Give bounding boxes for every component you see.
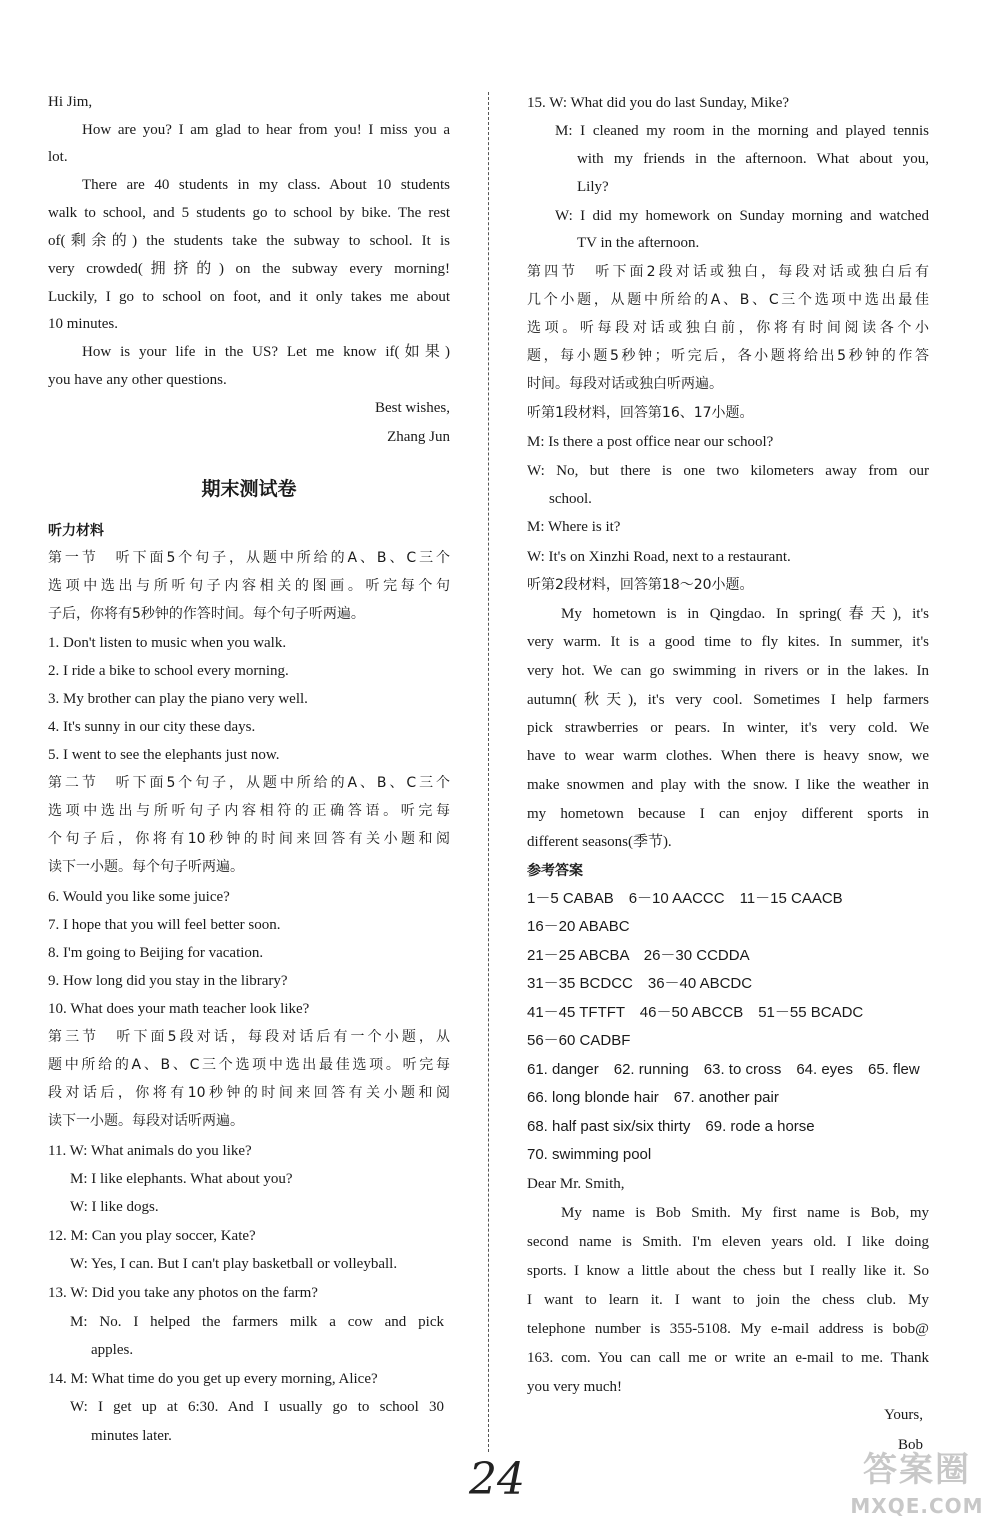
dialogue-line: W: I like dogs. <box>70 1199 159 1215</box>
exam-title: 期末测试卷 <box>201 478 297 500</box>
dialogue-line: apples. <box>91 1342 134 1358</box>
dialogue-line: 14. M: What time do you get up every morning, Alice? <box>48 1371 378 1387</box>
part2-label: 听第2段材料，回答第18～20小题。 <box>527 577 754 593</box>
letter1-greeting: Hi Jim, <box>48 94 93 110</box>
answer-line: 31－35 BCDCC 36－40 ABCDC <box>527 975 753 992</box>
answer-line: 66. long blonde hair 67. another pair <box>527 1089 779 1106</box>
section1-item: 5. I went to see the elephants just now. <box>48 747 280 763</box>
section2-item: 7. I hope that you will feel better soon. <box>48 917 281 933</box>
dialogue-line: minutes later. <box>91 1428 172 1444</box>
section1-instruction: 第一节 听下面5个句子，从题中所给的A、B、C三个 <box>48 550 450 566</box>
listening-header: 听力材料 <box>48 523 104 539</box>
monologue-line: very hot. We can go swimming in rivers or in the lakes. In <box>527 663 929 679</box>
section2-instruction: 选项中选出与所听句子内容相符的正确答语。听完每 <box>48 803 450 819</box>
dialogue-line: 13. W: Did you take any photos on the farm? <box>48 1285 318 1301</box>
monologue-line: my hometown because I can enjoy different sports in <box>527 806 929 822</box>
dialogue-line: school. <box>549 491 592 507</box>
section4-instruction: 选项。听每段对话或独白前，你将有时间阅读各个小 <box>527 320 929 336</box>
watermark-top: 答案圈 <box>863 1450 971 1490</box>
dialogue-line: W: Yes, I can. But I can't play basketball or volleyball. <box>70 1256 398 1272</box>
letter2-line: sports. I know a little about the chess but I really like it. So <box>527 1263 929 1279</box>
letter2-line: 163. com. You can call me or write an e-mail to me. Thank <box>527 1350 929 1366</box>
section1-item: 2. I ride a bike to school every morning. <box>48 663 289 679</box>
section2-item: 10. What does your math teacher look like? <box>48 1001 310 1017</box>
answer-line: 21－25 ABCBA 26－30 CCDDA <box>527 947 750 964</box>
answer-line: 41－45 TFTFT 46－50 ABCCB 51－55 BCADC <box>527 1004 864 1021</box>
dialogue-line: M: Where is it? <box>527 519 621 535</box>
dialogue-line: M: I cleaned my room in the morning and played tennis <box>555 123 929 139</box>
dialogue-line: 12. M: Can you play soccer, Kate? <box>48 1228 256 1244</box>
section1-instruction: 子后，你将有5秒钟的作答时间。每个句子听两遍。 <box>48 606 365 622</box>
dialogue-line: Lily? <box>577 179 609 195</box>
dialogue-line: 11. W: What animals do you like? <box>48 1143 252 1159</box>
letter1-line: How are you? I am glad to hear from you! I miss you a <box>82 122 450 138</box>
dialogue-line: W: No, but there is one two kilometers away from our <box>527 463 929 479</box>
section1-item: 3. My brother can play the piano very well. <box>48 691 308 707</box>
section1-instruction: 选项中选出与所听句子内容相关的图画。听完每个句 <box>48 578 450 594</box>
section2-instruction: 个句子后，你将有10秒钟的时间来回答有关小题和阅 <box>48 831 450 847</box>
section2-item: 8. I'm going to Beijing for vacation. <box>48 945 264 961</box>
monologue-line: different seasons(季节). <box>527 834 672 850</box>
monologue-line: make snowmen and play with the snow. I like the weather in <box>527 777 929 793</box>
letter2-line: telephone number is 355-5108. My e-mail address is bob@ <box>527 1321 929 1337</box>
letter1-line: of(剩余的) the students take the subway to school. It is <box>48 233 450 249</box>
section2-item: 6. Would you like some juice? <box>48 889 230 905</box>
column-divider <box>488 92 489 1452</box>
letter1-line: you have any other questions. <box>48 372 227 388</box>
monologue-line: very warm. It is a good time to fly kites. In summer, it's <box>527 634 929 650</box>
letter2-line: I want to learn it. I want to join the chess club. My <box>527 1292 929 1308</box>
section3-instruction: 读下一小题。每段对话听两遍。 <box>48 1113 244 1129</box>
section2-instruction: 读下一小题。每个句子听两遍。 <box>48 859 244 875</box>
watermark-bottom: MXQE.COM <box>850 1494 984 1518</box>
section3-instruction: 题中所给的A、B、C三个选项中选出最佳选项。听完每 <box>48 1057 450 1073</box>
letter1-line: How is your life in the US? Let me know if(如果) <box>82 344 450 360</box>
answers-header: 参考答案 <box>527 863 583 879</box>
section4-instruction: 几个小题，从题中所给的A、B、C三个选项中选出最佳 <box>527 292 929 308</box>
watermark-logo <box>842 1446 992 1536</box>
page-number: 24 <box>469 1454 525 1505</box>
letter2-greeting: Dear Mr. Smith, <box>527 1176 625 1192</box>
section2-item: 9. How long did you stay in the library? <box>48 973 288 989</box>
answer-line: 1－5 CABAB 6－10 AACCC 11－15 CAACB <box>527 890 843 907</box>
section1-item: 1. Don't listen to music when you walk. <box>48 635 287 651</box>
answer-line: 70. swimming pool <box>527 1146 652 1163</box>
letter2-signature: Bob <box>897 1437 923 1453</box>
dialogue-line: W: It's on Xinzhi Road, next to a restaurant. <box>527 549 791 565</box>
monologue-line: have to wear warm clothes. When there is heavy snow, we <box>527 748 929 764</box>
section3-instruction: 第三节 听下面5段对话，每段对话后有一个小题，从 <box>48 1029 450 1045</box>
section3-instruction: 段对话后，你将有10秒钟的时间来回答有关小题和阅 <box>48 1085 450 1101</box>
section2-instruction: 第二节 听下面5个句子，从题中所给的A、B、C三个 <box>48 775 450 791</box>
letter2-closing: Yours, <box>884 1407 923 1423</box>
letter1-line: There are 40 students in my class. About 10 students <box>82 177 450 193</box>
section1-item: 4. It's sunny in our city these days. <box>48 719 256 735</box>
letter2-line: second name is Smith. I'm eleven years old. I like doing <box>527 1234 929 1250</box>
letter1-signature: Zhang Jun <box>387 429 450 445</box>
dialogue-line: 15. W: What did you do last Sunday, Mike? <box>527 95 790 111</box>
dialogue-line: with my friends in the afternoon. What about you, <box>577 151 929 167</box>
monologue-line: pick strawberries or pears. In winter, it's very cold. We <box>527 720 929 736</box>
letter1-line: 10 minutes. <box>48 316 118 332</box>
letter1-closing: Best wishes, <box>375 400 450 416</box>
letter1-line: lot. <box>48 149 68 165</box>
answer-line: 16－20 ABABC <box>527 918 630 935</box>
answer-line: 56－60 CADBF <box>527 1032 631 1049</box>
letter1-line: walk to school, and 5 students go to school by bike. The rest <box>48 205 450 221</box>
dialogue-line: M: Is there a post office near our school? <box>527 434 774 450</box>
dialogue-line: M: No. I helped the farmers milk a cow and pick <box>70 1314 444 1330</box>
dialogue-line: W: I get up at 6:30. And I usually go to school 30 <box>70 1399 444 1415</box>
letter2-line: My name is Bob Smith. My first name is Bob, my <box>561 1205 929 1221</box>
dialogue-line: TV in the afternoon. <box>577 235 700 251</box>
section4-instruction: 题，每小题5秒钟；听完后，各小题将给出5秒钟的作答 <box>527 348 929 364</box>
monologue-line: autumn(秋天), it's very cool. Sometimes I help farmers <box>527 692 929 708</box>
letter1-line: very crowded(拥挤的) on the subway every morning! <box>48 261 450 277</box>
answer-line: 61. danger 62. running 63. to cross 64. eyes 65. flew <box>527 1061 920 1078</box>
section4-instruction: 时间。每段对话或独白听两遍。 <box>527 376 723 392</box>
section4-instruction: 第四节 听下面2段对话或独白，每段对话或独白后有 <box>527 264 929 280</box>
letter1-line: Luckily, I go to school on foot, and it only takes me about <box>48 289 450 305</box>
dialogue-line: M: I like elephants. What about you? <box>70 1171 293 1187</box>
dialogue-line: W: I did my homework on Sunday morning and watched <box>555 208 929 224</box>
monologue-line: My hometown is in Qingdao. In spring(春天), it's <box>561 606 929 622</box>
answer-line: 68. half past six/six thirty 69. rode a horse <box>527 1118 815 1135</box>
letter2-line: you very much! <box>527 1379 622 1395</box>
part1-label: 听第1段材料，回答第16、17小题。 <box>527 405 754 421</box>
